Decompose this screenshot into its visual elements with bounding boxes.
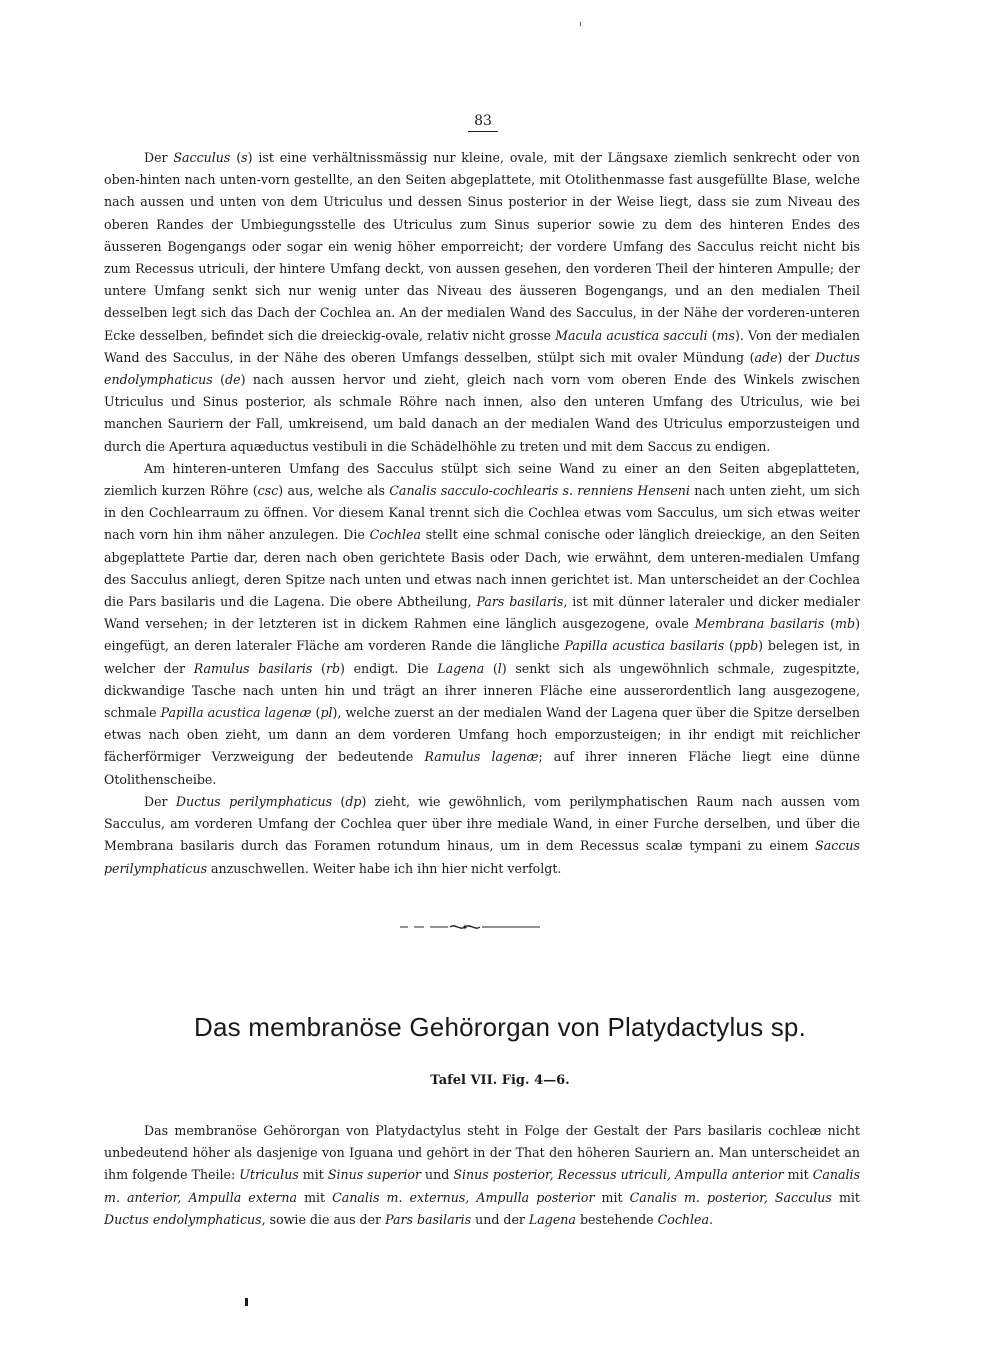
text-run: , sowie die aus der <box>261 1211 386 1227</box>
italic-term: Pars basilaris <box>476 594 564 610</box>
text-run: ( <box>332 793 346 809</box>
italic-term: Sacculus <box>173 150 231 165</box>
italic-term: Cochlea <box>369 527 421 543</box>
italic-term: Cochlea <box>657 1211 709 1227</box>
text-run: Am hinteren-unteren Umfang des Sacculus stülpt sich seine Wand zu einer an den Seiten abgeplatteten, ziemlich kurzen Röhre ( <box>104 460 860 499</box>
text-run: ) zieht, wie gewöhnlich, vom perilymphatischen Raum nach aussen vom Sacculus, am vorderen Umfang der Cochlea quer über ihre mediale Wand, in einer Furche derselben, und über die Membrana basilaris durch das Foramen rotundum hinaus, um in dem Recessus scalæ tympani zu einem <box>104 793 860 854</box>
italic-term: Ramulus basilaris <box>193 660 313 676</box>
text-run: mit <box>297 1189 333 1205</box>
italic-term: Papilla acustica basilaris <box>564 638 725 654</box>
stray-mark <box>580 22 581 26</box>
text-run: ( <box>724 638 734 654</box>
text-run: ( <box>212 372 226 388</box>
text-run: ), welche zuerst an der medialen Wand der Lagena quer über die Spitze derselben etwas nach oben zieht, um dann an dem vorderen Umfang hoch emporzusteigen; in ihr endigt mit reichlicher fächerförmiger Verzweigung der bedeutende <box>104 705 860 765</box>
text-run: nach unten zieht, um sich in den Cochlearraum zu öffnen. Vor diesem Kanal trennt sich die Cochlea etwas vom Sacculus, um sich etwas weiter nach vorn hin ihm näher anzulegen. Die <box>104 483 861 543</box>
text-run: ) senkt sich als ungewöhnlich schmale, zugespitzte, dickwandige Tasche nach unten hin und trägt an ihrer inneren Fläche eine ausserordentlich lang ausgezogene, schmale <box>104 660 860 721</box>
text-run: ( <box>707 327 717 343</box>
italic-term: ade <box>754 349 778 365</box>
text-run: stellt eine schmal conische oder länglich dreieckige, an den Seiten abgeplattete Partie dar, deren nach oben gerichtete Basis oder Dach, wie erwähnt, dem unteren-medialen Umfang des Sacculus anliegt, deren Spitze nach unten und etwas nach innen gerichtet ist. Man unterscheidet an der Cochlea die Pars basilaris und die Lagena. Die obere Abtheilung, <box>104 527 860 610</box>
plate-reference: Tafel VII. Fig. 4—6. <box>430 1073 570 1088</box>
italic-term: l <box>497 660 502 676</box>
italic-term: Utriculus <box>239 1167 299 1183</box>
italic-term: Canalis m. posterior, Sacculus <box>629 1189 832 1205</box>
paragraph <box>104 791 860 880</box>
main-text-section <box>104 147 860 880</box>
text-run: Der <box>144 150 174 165</box>
italic-term: Sinus superior <box>327 1167 421 1183</box>
italic-term: de <box>225 372 241 388</box>
italic-term: s <box>241 150 248 165</box>
text-run: , ist mit dünner lateraler und dicker medialer Wand versehen; in der letzteren ist in dickem Rahmen eine länglich ausgezogene, ovale <box>104 594 860 632</box>
text-run: ( <box>311 705 321 721</box>
paragraph <box>104 1120 860 1231</box>
section-divider-ornament <box>400 922 540 932</box>
paragraph <box>104 147 860 458</box>
text-run: und <box>420 1167 454 1183</box>
text-run: . <box>709 1211 714 1227</box>
italic-term: Pars basilaris <box>385 1211 472 1227</box>
text-run: ( <box>484 660 498 676</box>
text-run: mit <box>783 1167 813 1183</box>
text-run: anzuschwellen. Weiter habe ich ihn hier nicht verfolgt. <box>207 860 562 876</box>
text-run: mit <box>298 1167 328 1183</box>
italic-term: Canalis m. anterior, Ampulla externa <box>104 1167 861 1205</box>
text-run: Der <box>144 793 176 809</box>
italic-term: Lagena <box>437 660 485 676</box>
italic-term: dp <box>345 793 362 809</box>
text-run: mit <box>831 1189 860 1205</box>
italic-term: Canalis sacculo-cochlearis s. renniens Henseni <box>389 483 690 499</box>
italic-term: Ductus endolymphaticus <box>104 1211 262 1227</box>
text-run: ( <box>824 616 836 632</box>
italic-term: Macula acustica sacculi <box>555 327 708 343</box>
text-run: ( <box>312 660 326 676</box>
text-run: ( <box>230 150 242 165</box>
text-run: ) belegen ist, in welcher der <box>104 638 860 676</box>
italic-term: Papilla acustica lagenæ <box>160 705 312 721</box>
text-run: ) der <box>777 349 816 365</box>
text-run: ) endigt. Die <box>340 660 438 676</box>
italic-term: ms <box>716 327 735 343</box>
stray-mark <box>245 1298 248 1306</box>
chapter-intro-section <box>104 1120 860 1231</box>
italic-term: rb <box>325 660 341 676</box>
italic-term: Ductus perilymphaticus <box>175 793 333 809</box>
text-run: ) eingefügt, an deren lateraler Fläche am vorderen Rande die längliche <box>104 616 860 654</box>
italic-term: Sinus posterior, Recessus utriculi, Ampulla anterior <box>453 1167 784 1183</box>
text-run: Das membranöse Gehörorgan von Platydactylus steht in Folge der Gestalt der Pars basilaris cochleæ nicht unbedeutend höher als dasjenige von Iguana und gehört in der That den höheren Sauriern an. Man unterscheidet an ihm folgende Theile: <box>104 1123 860 1183</box>
italic-term: Ramulus lagenæ <box>424 749 539 765</box>
text-run: ) aus, welche als <box>278 483 390 499</box>
italic-term: Ductus endolymphaticus <box>104 349 860 388</box>
text-run: ). Von der medialen Wand des Sacculus, in der Nähe des oberen Umfangs desselben, stülpt sich mit ovaler Mündung ( <box>104 327 861 365</box>
text-run: ) nach aussen hervor und zieht, gleich nach vorn vom oberen Ende des Winkels zwischen Utriculus und Sinus posterior, als schmale Röhre nach innen, also den unteren Umfang des Utriculus, wie bei manchen Sauriern der Fall, umkreisend, um bald danach an der medialen Wand des Utriculus emporzusteigen und durch die Apertura aquæductus vestibuli in die Schädelhöhle zu treten und mit dem Saccus zu endigen. <box>104 372 860 454</box>
text-run: bestehende <box>575 1211 658 1227</box>
text-run: ; auf ihrer inneren Fläche liegt eine dünne Otolithenscheibe. <box>104 749 860 787</box>
italic-term: ppb <box>733 638 759 654</box>
italic-term: Lagena <box>528 1211 576 1227</box>
italic-term: Canalis m. externus, Ampulla posterior <box>332 1189 595 1205</box>
text-run: und der <box>471 1211 529 1227</box>
italic-term: mb <box>835 616 856 632</box>
page-number: 83 <box>468 113 498 132</box>
italic-term: csc <box>257 483 279 499</box>
paragraph <box>104 458 860 791</box>
text-run: mit <box>594 1189 630 1205</box>
italic-term: Membrana basilaris <box>694 616 825 632</box>
text-run: ) ist eine verhältnissmässig nur kleine, ovale, mit der Längsaxe ziemlich senkrecht oder von oben-hinten nach unten-vorn gestellte, an den Seiten abgeplattete, mit Otolithenmasse fast ausgefüllte Blase, welche nach aussen und unten von dem Utriculus und dessen Sinus posterior in der Weise liegt, dass sie zum Niveau des oberen Randes der Umbiegungsstelle des Utriculus zum Sinus superior sowie zu dem des hinteren Endes des äusseren Bogengangs oder sogar ein wenig höher emporreicht; der vordere Umfang des Sacculus reicht nicht bis zum Recessus utriculi, der hintere Umfang deckt, von aussen gesehen, den vorderen Theil der hinteren Ampulle; der untere Umfang senkt sich nur wenig unter das Niveau des äusseren Bogengangs, und an den medialen Theil desselben legt sich das Dach der Cochlea an. An der medialen Wand des Sacculus, in der Nähe der vorderen-unteren Ecke desselben, befindet sich die dreieckig-ovale, relativ nicht grosse <box>104 150 861 343</box>
italic-term: Saccus perilymphaticus <box>104 838 860 876</box>
chapter-title: Das membranöse Gehörorgan von Platydactylus sp. <box>193 1012 807 1042</box>
italic-term: pl <box>320 705 333 721</box>
